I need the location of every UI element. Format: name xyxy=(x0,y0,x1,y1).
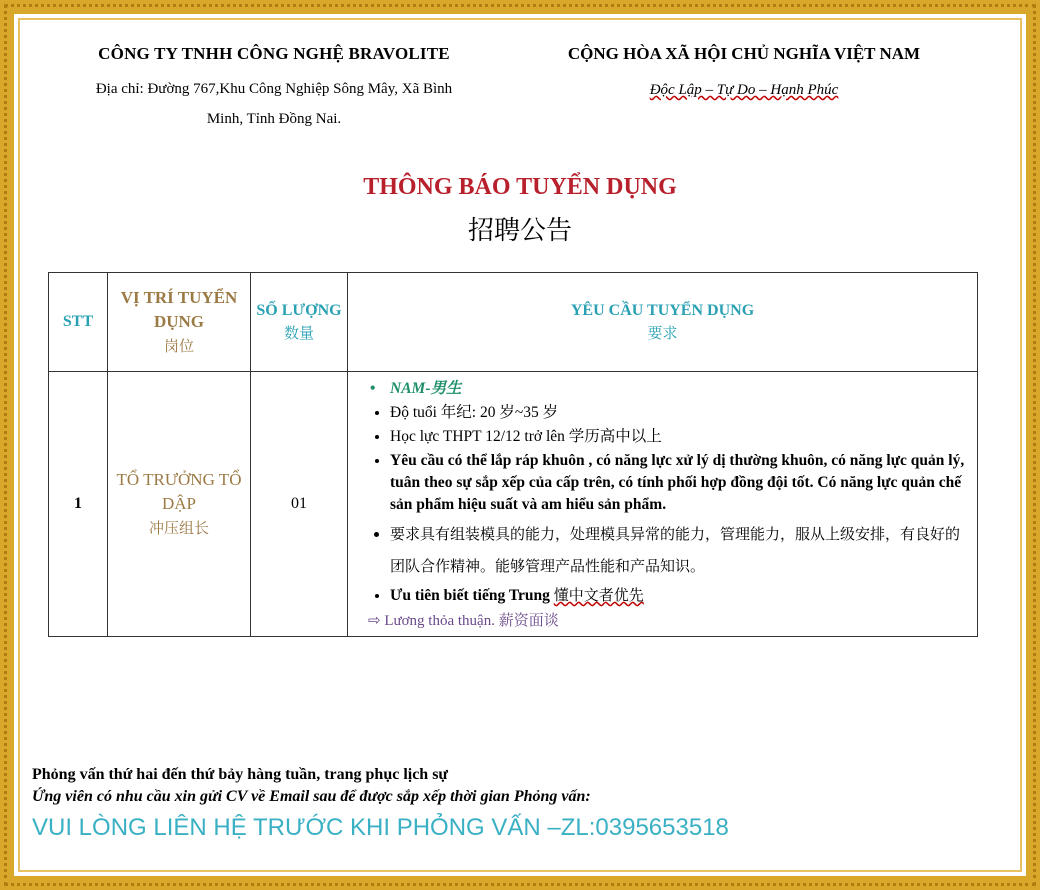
row-position-vi: TỔ TRƯỞNG TỔ DẬP xyxy=(116,470,242,513)
motto-text: Độc Lập – Tự Do – Hạnh Phúc xyxy=(649,82,839,98)
table-row xyxy=(49,372,978,637)
req-priority-cn: 懂中文者优先 xyxy=(553,586,644,604)
row-position xyxy=(108,372,251,637)
header-quantity-cn: 数量 xyxy=(283,324,314,342)
header-requirements xyxy=(348,273,978,372)
req-skills-vi: • Yêu cầu có thể lắp ráp khuôn , có năng lực xử lý dị thường khuôn, có năng lực quản lý, tuân theo sự sắp xếp của cấp trên, có tính phối hợp đồng đội tốt. Có năng lực quản chế sản phẩm hiệu suất và am hiểu sản phẩm. xyxy=(390,450,965,516)
company-name: CÔNG TY TNHH CÔNG NGHỆ BRAVOLITE xyxy=(98,44,450,63)
national-motto xyxy=(534,82,954,99)
row-position-cn: 冲压组长 xyxy=(148,519,209,537)
nation-name: CỘNG HÒA XÃ HỘI CHỦ NGHĨA VIỆT NAM xyxy=(567,44,921,63)
header-position xyxy=(108,273,251,372)
table-header-row xyxy=(49,273,978,372)
requirements-list xyxy=(368,378,965,607)
header-position-vi: VỊ TRÍ TUYỂN DỤNG xyxy=(120,288,238,331)
recruitment-table xyxy=(48,272,978,637)
header-quantity-vi: SỐ LƯỢNG xyxy=(256,302,342,319)
row-stt: 1 xyxy=(49,372,108,637)
req-gender: • NAM-男生 xyxy=(390,378,965,400)
notice-page xyxy=(14,14,1026,876)
header-requirements-cn: 要求 xyxy=(647,324,678,342)
address-line-1: Địa chỉ: Đường 767,Khu Công Nghiệp Sông Mây, Xã Bình xyxy=(95,81,453,97)
header-requirements-vi: YÊU CẦU TUYỂN DỤNG xyxy=(570,302,755,319)
cv-instruction: Ứng viên có nhu cầu xin gửi CV về Email sau để được sắp xếp thời gian Phỏng vấn: xyxy=(32,788,591,805)
req-priority xyxy=(390,584,965,607)
row-requirements xyxy=(348,372,978,637)
header-quantity xyxy=(251,273,348,372)
company-header xyxy=(34,44,514,134)
page-title-chinese: 招聘公告 xyxy=(467,216,572,246)
company-address xyxy=(34,74,514,134)
req-education: • Học lực THPT 12/12 trở lên 学历高中以上 xyxy=(390,426,965,448)
interview-schedule: Phỏng vấn thứ hai đến thứ bảy hàng tuần, trang phục lịch sự xyxy=(32,766,449,783)
address-line-2: Minh, Tỉnh Đồng Nai. xyxy=(206,111,342,127)
salary-note: ⇨ Lương thỏa thuận. 薪资面谈 xyxy=(368,613,559,629)
contact-line: VUI LÒNG LIÊN HỆ TRƯỚC KHI PHỎNG VẤN –ZL:0395653518 xyxy=(32,814,729,841)
header-stt-label: STT xyxy=(62,313,94,330)
req-priority-vi: Ưu tiên biết tiếng Trung xyxy=(390,587,550,604)
nation-header xyxy=(534,44,954,99)
row-quantity: 01 xyxy=(251,372,348,637)
header-position-cn: 岗位 xyxy=(163,337,194,355)
req-skills-cn: • 要求具有组装模具的能力，处理模具异常的能力，管理能力，服从上级安排，有良好的团队合作精神。能够管理产品性能和产品知识。 xyxy=(390,518,965,582)
req-age: • Độ tuổi 年纪: 20 岁~35 岁 xyxy=(390,402,965,424)
page-title: THÔNG BÁO TUYỂN DỤNG xyxy=(363,174,677,200)
header-stt xyxy=(49,273,108,372)
